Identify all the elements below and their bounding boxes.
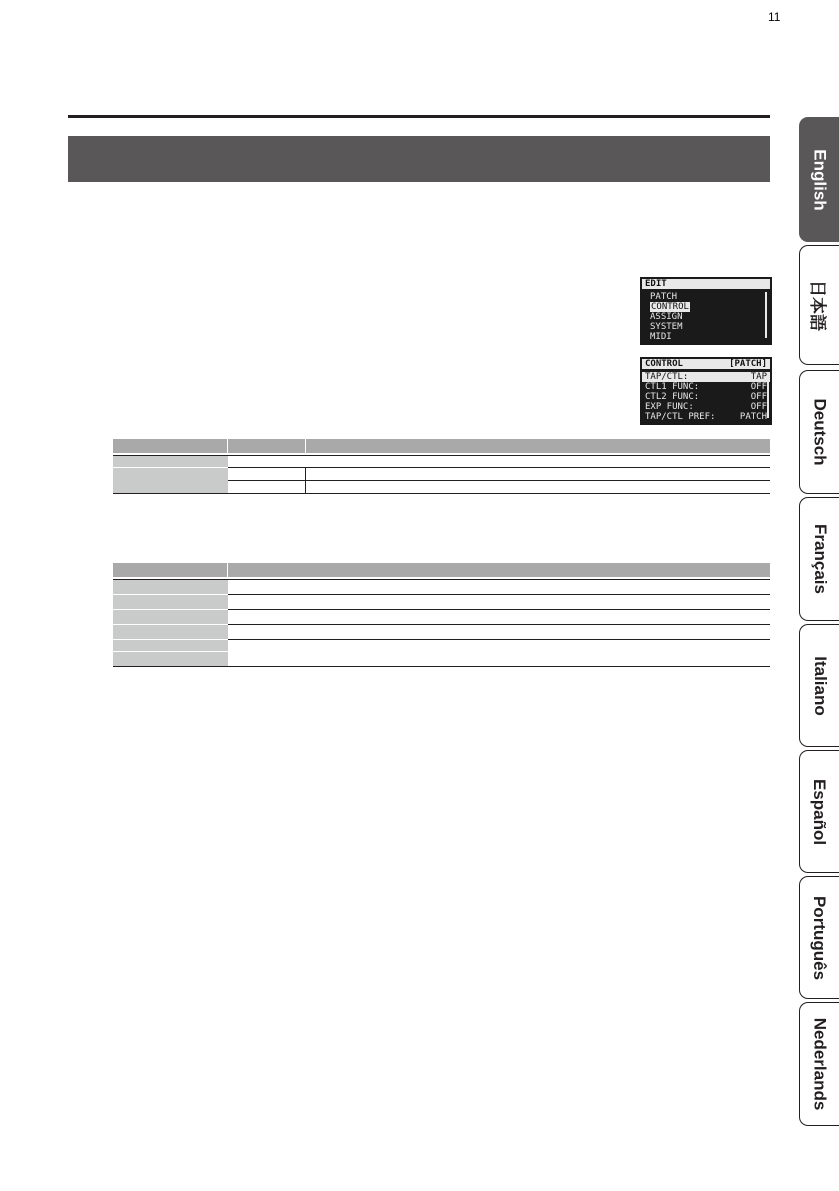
edit-screen-title: EDIT [645,279,667,289]
scrollbar [767,372,769,418]
table-row-label [113,625,228,640]
edit-screen-title-bar [642,279,770,289]
table-row [113,640,770,652]
page-number: 11 [768,10,781,24]
tab-italiano[interactable] [799,624,839,747]
control-screen-title-bar [642,359,770,369]
table-header-row [113,563,770,577]
section-header-band [68,136,770,182]
tab-nederlands[interactable] [799,1002,839,1126]
table-cell [228,610,771,625]
edit-menu-item: PATCH [650,292,678,302]
tab-label: Français [810,524,830,594]
table-cell [228,580,771,595]
tab-label: Português [810,895,830,980]
edit-menu-screen [640,277,772,345]
tab-label: Nederlands [810,1017,830,1111]
table-row-label [113,652,228,667]
table-row [113,595,770,610]
table-header-row [113,439,770,453]
table-cell [306,481,771,494]
table-row-label [113,580,228,595]
control-row: TAP/CTL PREF: PATCH [645,412,767,422]
tab-japanese[interactable] [799,245,839,365]
table-row-label [113,595,228,610]
table-cell [228,640,771,667]
table-header-cell [113,439,228,453]
table-cell [228,468,306,481]
table-header-cell [228,439,306,453]
table-row [113,610,770,625]
tab-deutsch[interactable] [799,370,839,494]
table-row [113,580,770,595]
table-cell [228,595,771,610]
table-cell [228,625,771,640]
table-row [113,468,770,481]
tab-francais[interactable] [799,497,839,621]
parameter-table-1 [113,439,770,494]
table-row-label [113,640,228,652]
tab-label: 日本語 [808,279,827,331]
control-screen-title: CONTROL [645,359,683,369]
tab-label: Deutsch [810,398,830,466]
tab-label: Italiano [810,655,830,716]
table-row-label [113,468,228,494]
tab-portugues[interactable] [799,876,839,999]
table-cell [306,468,771,481]
control-screen [640,357,772,425]
control-row-selected: TAP/CTL: TAP [642,372,770,382]
table-cell [228,456,771,468]
edit-menu-item: MIDI [650,332,672,342]
edit-menu-item-selected: CONTROL [651,302,689,312]
top-rule [68,115,770,118]
tab-label: English [810,148,830,211]
edit-menu-item: ASSIGN [650,312,683,322]
parameter-table-2 [113,563,770,667]
table-header-cell [113,563,228,577]
tab-english[interactable] [799,117,839,242]
table-cell [228,481,306,494]
edit-menu-item: SYSTEM [650,322,683,332]
table-row [113,456,770,468]
table-header-cell [306,439,771,453]
tab-label: Español [810,778,830,845]
control-screen-mode: [PATCH] [729,359,767,369]
table-row [113,625,770,640]
control-row: EXP FUNC: OFF [645,402,767,412]
table-header-cell [228,563,771,577]
control-row: CTL2 FUNC: OFF [645,392,767,402]
tab-espanol[interactable] [799,750,839,873]
table-row-label [113,610,228,625]
scrollbar [765,292,767,338]
table-row-label [113,456,228,468]
control-row: CTL1 FUNC: OFF [645,382,767,392]
